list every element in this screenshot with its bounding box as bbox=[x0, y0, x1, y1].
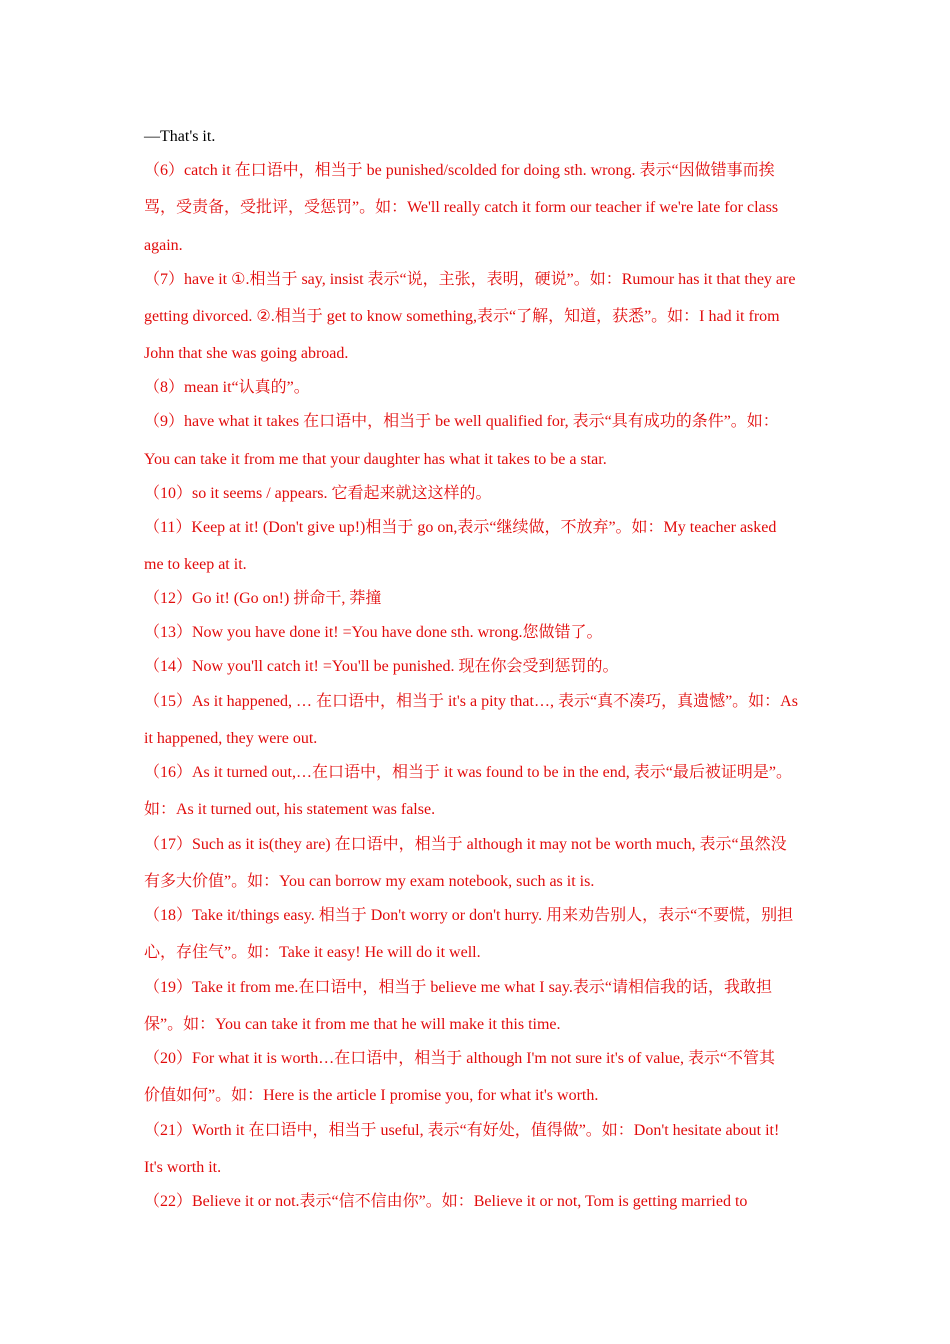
text-line: （11）Keep at it! (Don't give up!)相当于 go on,表示“继续做，不放弃”。如：My teacher asked bbox=[144, 519, 777, 536]
text-line: （15）As it happened, … 在口语中，相当于 it's a pity that…, 表示“真不凑巧，真遗憾”。如：As bbox=[144, 693, 798, 710]
text-line: （7）have it ①.相当于 say, insist 表示“说，主张，表明，硬说”。如：Rumour has it that they are bbox=[144, 271, 796, 288]
text-line: it happened, they were out. bbox=[144, 730, 318, 747]
text-line: It's worth it. bbox=[144, 1159, 222, 1176]
text-line: （20）For what it is worth…在口语中，相当于 although I'm not sure it's of value, 表示“不管其 bbox=[144, 1050, 776, 1067]
text-line: （9）have what it takes 在口语中，相当于 be well qualified for, 表示“具有成功的条件”。如： bbox=[144, 413, 779, 430]
text-line: me to keep at it. bbox=[144, 556, 247, 573]
text-line: 保”。如：You can take it from me that he will make it this time. bbox=[144, 1016, 561, 1033]
text-line: getting divorced. ②.相当于 get to know something,表示“了解，知道，获悉”。如：I had it from bbox=[144, 308, 780, 325]
text-line: （10）so it seems / appears. 它看起来就这这样的。 bbox=[144, 485, 492, 502]
text-line: （18）Take it/things easy. 相当于 Don't worry or don't hurry. 用来劝告别人，表示“不要慌，别担 bbox=[144, 907, 794, 924]
text-line: 如：As it turned out, his statement was false. bbox=[144, 801, 436, 818]
text-line: 骂，受责备，受批评，受惩罚”。如：We'll really catch it form our teacher if we're late for class bbox=[144, 199, 779, 216]
text-line: （13）Now you have done it! =You have done sth. wrong.您做错了。 bbox=[144, 624, 603, 641]
text-line: （21）Worth it 在口语中，相当于 useful, 表示“有好处，值得做”。如：Don't hesitate about it! bbox=[144, 1122, 780, 1139]
text-line: John that she was going abroad. bbox=[144, 345, 349, 362]
text-line: （12）Go it! (Go on!) 拼命干, 莽撞 bbox=[144, 590, 382, 607]
text-line: 心，存住气”。如：Take it easy! He will do it well. bbox=[144, 944, 481, 961]
text-line: 价值如何”。如：Here is the article I promise you, for what it's worth. bbox=[144, 1087, 599, 1104]
text-line: You can take it from me that your daughter has what it takes to be a star. bbox=[144, 451, 607, 468]
text-line: （22）Believe it or not.表示“信不信由你”。如：Believe it or not, Tom is getting married to bbox=[144, 1193, 748, 1210]
text-line: （14）Now you'll catch it! =You'll be punished. 现在你会受到惩罚的。 bbox=[144, 658, 619, 675]
text-line: （6）catch it 在口语中，相当于 be punished/scolded for doing sth. wrong. 表示“因做错事而挨 bbox=[144, 162, 775, 179]
text-line: （19）Take it from me.在口语中，相当于 believe me what I say.表示“请相信我的话，我敢担 bbox=[144, 979, 772, 996]
text-line: —That's it. bbox=[144, 128, 216, 145]
text-line: （16）As it turned out,…在口语中，相当于 it was found to be in the end, 表示“最后被证明是”。 bbox=[144, 764, 792, 781]
text-line: again. bbox=[144, 237, 183, 254]
text-line: （17）Such as it is(they are) 在口语中，相当于 although it may not be worth much, 表示“虽然没 bbox=[144, 836, 787, 853]
text-line: （8）mean it“认真的”。 bbox=[144, 379, 310, 396]
text-line: 有多大价值”。如：You can borrow my exam notebook, such as it is. bbox=[144, 873, 595, 890]
